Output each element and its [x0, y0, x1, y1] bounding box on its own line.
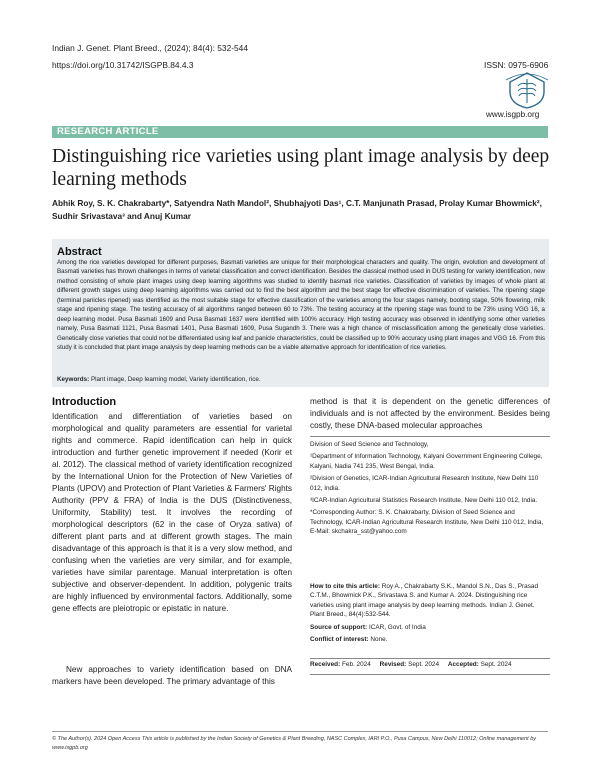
keywords-label: Keywords:: [57, 376, 90, 383]
divider: [310, 658, 550, 659]
affiliations: [310, 440, 550, 540]
article-type-banner: [52, 126, 548, 138]
introduction-heading: Introduction: [52, 396, 117, 408]
publication-dates: Received: Feb. 2024 Revised: Sept. 2024 Accepted: Sept. 2024: [310, 661, 512, 668]
corresponding-author: *Corresponding Author: S. K. Chakrabarty, Division of Seed Science and Technology, ICAR-Indian Agricultural Research Institute, New Delhi 110 012, India, E-Mail: skchakra_sst@yahoo.com: [310, 509, 544, 536]
affiliation-item: ¹Department of Information Technology, Kalyani Government Engineering College, Kalyani, Nadia 741 235, West Bengal, India.: [310, 453, 543, 470]
journal-website[interactable]: www.isgpb.org: [486, 110, 540, 119]
society-emblem-icon: [504, 70, 550, 110]
article-title: Distinguishing rice varieties using plant image analysis by deep learning methods: [52, 146, 550, 190]
conflict-of-interest: Conflict of interest: None.: [310, 636, 388, 644]
divider: [310, 436, 550, 437]
article-meta: [310, 582, 550, 647]
affiliation-item: ³ICAR-Indian Agricultural Statistics Research Institute, New Delhi 110 012, India.: [310, 497, 538, 505]
abstract-text: Among the rice varieties developed for different purposes, Basmati varieties are unique for their morphological characters and quality. The origin, evolution and development of Basmati varieties has thrown challenges in terms of varietal classification and correct identification. Besides the classical method used in DUS testing for variety identification, new method consisting of whole plant images using deep learning algorithms was studied to identify basmati rice varieties. Classification of varieties by images of whole plant at different growth stages using deep learning algorithms was carried out to find the best algorithm and the best stage for effective discrimination of varieties. The ripening stage (terminal panicles ripened) was identified as the most suitable stage for effective classification of the varieties among the four stages namely, booting stage, 50% flowering, milk stage and ripening stage. The testing accuracy of all algorithms ranged between 60 to 73%. The testing accuracy at the ripening stage was found to be 73% using VGG 16, a deep learning model. Pusa Basmati 1609 and Pusa Basmati 1637 were identified with 100% accuracy. High testing accuracy was observed in identifying some other varieties namely, Pusa Basmati 1121, Pusa Basmati 1401, Pusa Basmati 1609, Pusa Sugandh 3. There was a high chance of misclassification among the genetically close varieties. Genetically close varieties that could not be differentiated using leaf and panicle characteristics, could be classified up to 90% accuracy using plant images and VGG 16. From this study it is concluded that plant image analysis by deep learning methods can be a viable alternative approach for identification of rice varieties.: [57, 259, 545, 352]
source-of-support: Source of support: ICAR, Govt. of India: [310, 623, 426, 631]
introduction-paragraph-2: New approaches to variety identification based on DNA markers have been developed. The primary advantage of this: [52, 665, 292, 686]
abstract-heading: Abstract: [57, 246, 102, 258]
author-list: Abhik Roy, S. K. Chakrabarty*, Satyendra Nath Mandol², Shubhajyoti Das¹, C.T. Manjunath Prasad, Prolay Kumar Bhowmick², Sudhir Srivastava³ and Anuj Kumar: [52, 198, 542, 221]
introduction-paragraph-1: Identification and differentiation of varieties based on morphological and quality parameters are essential for varietal rights and commerce. Rapid identification can help in quick introduction and further genetic improvement if needed (Korir et al. 2012). The classical method of variety identification recognized by the International Union for the Protection of New Varieties of Plants (UPOV) and Protection of Plant Varieties & Farmers' Rights Authority (PPV & FRA) of India is the DUS (Distinctiveness, Uniformity, Stability) test. It involves the recording of morphological descriptors (62 in the case of Oryza sativa) of different plant parts and at different growth stages. The main disadvantage of this approach is that it is a very slow method, and confusing when the varieties are very similar, and for example, varieties have similar parentage. Manual interpretation is often subjective and observer-dependent. In addition, polygenic traits are highly influenced by environmental factors. Additionally, some gene effects are pleiotropic or epistatic in nature.: [52, 412, 292, 613]
keywords: [57, 376, 545, 383]
divider: [310, 674, 550, 675]
article-type-label: RESEARCH ARTICLE: [57, 126, 159, 137]
how-to-cite: How to cite this article: Roy A., Chakrabarty S.K., Mandol S.N., Das S., Prasad C.T.M., Bhowmick P.K., Srivastava S. and Kumar A. 2024. Distinguishing rice varieties using plant image analysis by deep learning methods. Indian J. Genet. Plant Breed., 84(4):532-544.: [310, 583, 539, 619]
journal-citation: Indian J. Genet. Plant Breed., (2024); 84(4): 532-544: [52, 43, 249, 53]
doi-link[interactable]: https://doi.org/10.31742/ISGPB.84.4.3: [52, 60, 194, 70]
affiliation-item: ²Division of Genetics, ICAR-Indian Agricultural Research Institute, New Delhi 110 012, India.: [310, 475, 539, 492]
affiliation-item: Division of Seed Science and Technology,: [310, 441, 429, 448]
copyright-footer: © The Author(s). 2024 Open Access This article is published by the Indian Society of Genetics & Plant Breeding, NASC Complex, IARI P.O., Pusa Campus, New Delhi 110012; Online management by www.isgpb.org: [52, 736, 537, 751]
issn: ISSN: 0975-6906: [484, 60, 549, 70]
keywords-value: Plant image, Deep learning model, Variety identification, rice.: [90, 376, 261, 383]
introduction-continued: method is that it is dependent on the genetic differences of individuals and is not affected by the environment. Besides being costly, these DNA-based molecular approaches: [310, 397, 550, 430]
footer-divider: [52, 731, 548, 732]
